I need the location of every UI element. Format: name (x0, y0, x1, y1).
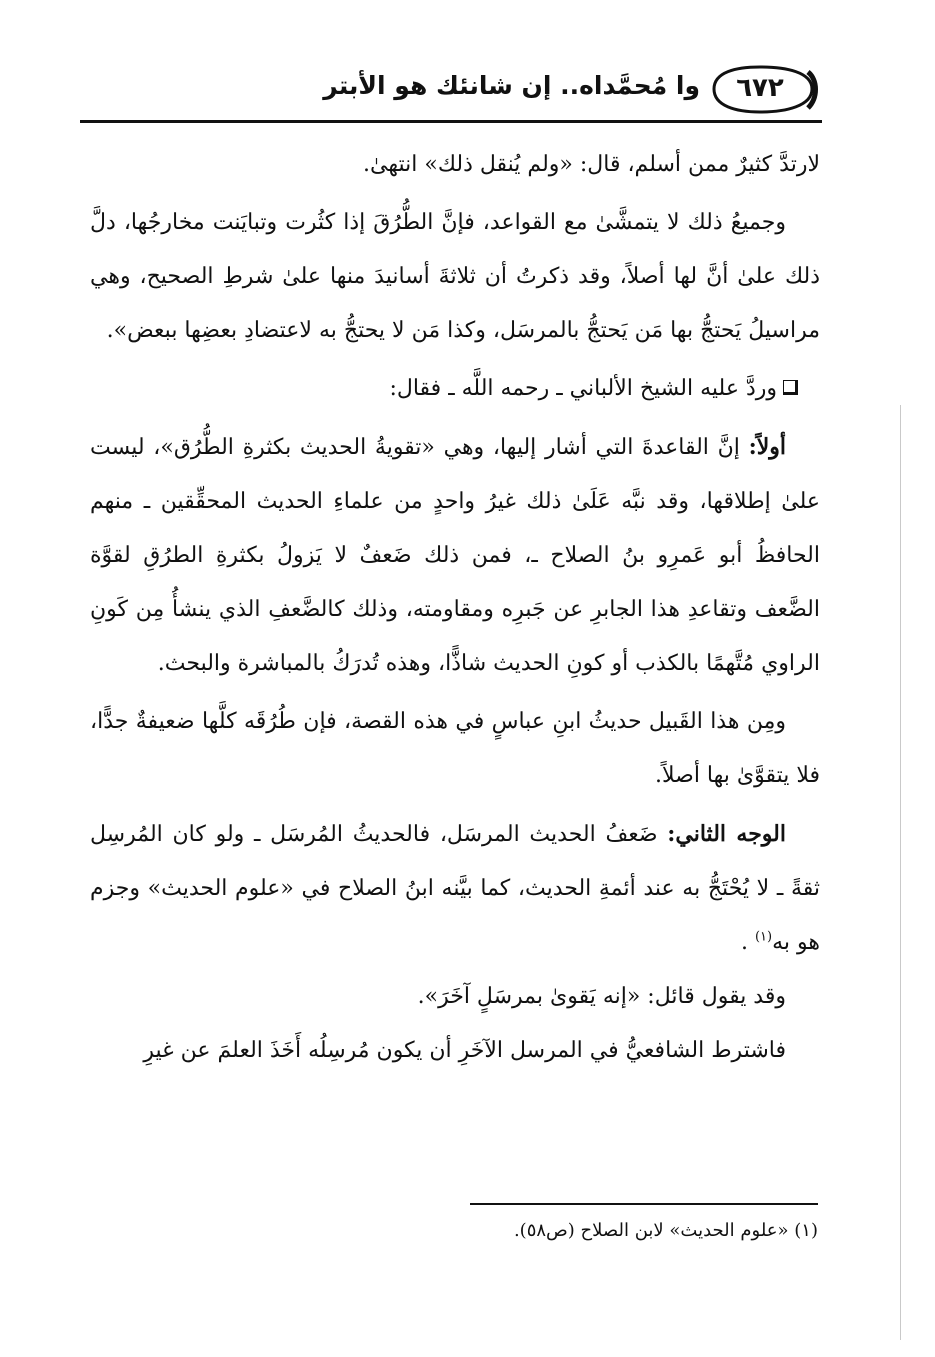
paragraph-3 (90, 362, 820, 416)
footnote-reference[interactable]: (١) (754, 929, 773, 945)
paragraph-8: فاشترط الشافعيُّ في المرسل الآخَرِ أن يكون مُرسِلُه أَخَذَ العلمَ عن غيرِ (143, 1038, 786, 1063)
paragraph-4-lead: أولاً: (748, 434, 786, 460)
page-number: ٦٧٢ (736, 73, 784, 103)
paragraph-3-text: وردَّ عليه الشيخ الألباني ـ رحمه اللَّه ـ فقال: (389, 376, 777, 401)
paragraph-1: لارتدَّ كثيرٌ ممن أسلم، قال: «ولم يُنقل ذلك» انتهىٰ. (363, 152, 820, 177)
square-bullet-icon (783, 380, 798, 395)
scan-margin-line (900, 405, 901, 1340)
page-number-badge (708, 62, 820, 116)
header-rule (80, 120, 822, 123)
footnote-1: (١) «علوم الحديث» لابن الصلاح (ص٥٨). (513, 1220, 818, 1241)
paragraph-4-text: إنَّ القاعدةَ التي أشار إليها، وهي «تقويةُ الحديث بكثرةِ الطُّرُق»، ليست علىٰ إطلاقها، وقد نبَّه عَلَىٰ ذلك غيرُ واحدٍ من علماءِ الحديث المحقِّقين ـ منهم الحافظُ أبو عَمرِو بنُ الصلاح ـ، فمن ذلك ضَعفٌ لا يَزولُ بكثرةِ الطرُقِ لقوَّة الضَّعف وتقاعدِ هذا الجابرِ عن جَبرِه ومقاومته، وذلك كالضَّعفِ الذي ينشأُ مِن كَونِ الراوي مُتَّهمًا بالكذب أو كونِ الحديث شاذًّا، وهذه تُدرَكُ بالمباشرة والبحث. (90, 435, 820, 676)
footnote-rule (470, 1203, 818, 1205)
main-text (90, 138, 820, 1078)
paragraph-5: ومِن هذا القَبيل حديثُ ابنِ عباسٍ في هذه القصة، فإن طُرُقَه كلَّها ضعيفةٌ جدًّا، فلا يتقوَّىٰ بها أصلاً. (90, 709, 820, 788)
paragraph-6-lead: الوجه الثاني: (667, 821, 786, 847)
page-header (80, 62, 820, 122)
paragraph-6 (90, 807, 820, 970)
paragraph-2: وجميعُ ذلك لا يتمشَّىٰ مع القواعد، فإنَّ الطُّرُقَ إذا كثُرت وتبايَنت مخارجُها، دلَّ ذلك علىٰ أنَّ لها أصلاً، وقد ذكرتُ أن ثلاثةَ أسانيدَ منها علىٰ شرطِ الصحيح، وهي مراسيلُ يَحتجُّ بها مَن يَحتجُّ بالمرسَل، وكذا مَن لا يحتجُّ به لاعتضادِ بعضِها ببعض». (90, 210, 820, 343)
running-title: وا مُحمَّداه.. إن شانئك هو الأبتر (323, 71, 700, 100)
paragraph-6-end: . (740, 930, 755, 955)
paragraph-4 (90, 420, 820, 691)
paragraph-6-text: ضَعفُ الحديث المرسَل، فالحديثُ المُرسَل ـ ولو كان المُرسِل ثقةً ـ لا يُحْتَجُّ به عند أئمةِ الحديث، كما بيَّنه ابنُ الصلاح في «علوم الحديث» وجزم هو به (90, 822, 820, 955)
paragraph-7: وقد يقول قائل: «إنه يَقوىٰ بمرسَلٍ آخَرَ». (417, 984, 786, 1009)
